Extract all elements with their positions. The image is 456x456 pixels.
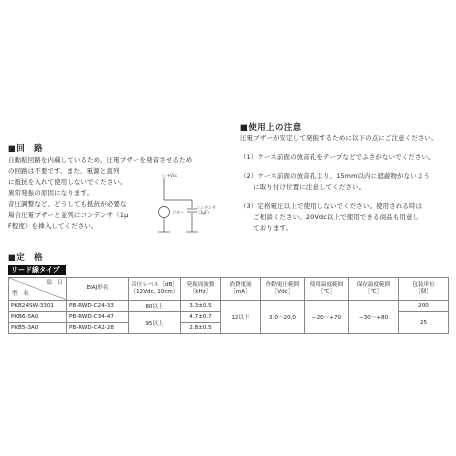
header-pack-label: 包装単位 (412, 281, 435, 288)
buzzer-label: ブザー (172, 210, 184, 215)
header-spl (129, 278, 181, 301)
rating-heading: ■定 格 (8, 252, 44, 262)
header-freq-unit: ［kHz］ (189, 289, 212, 295)
header-spl-label: 音圧レベル［dB］ (131, 281, 178, 288)
header-current-unit: ［mA］ (230, 289, 251, 295)
row-2-freq: 4.7±0.7 (181, 312, 221, 323)
circuit-line-6: 場合圧電ブザーと並列にコンデンサ（1μ (8, 211, 129, 219)
pack-value-top: 200 (399, 301, 449, 312)
row-2-spl: 95以上 (129, 312, 181, 334)
usage-item-3c: ております。 (240, 224, 293, 232)
row-1-spl: 80以上 (129, 301, 181, 312)
vcc-label: ○ +Vcc (162, 173, 178, 178)
sttemp-value: −30〜+80 (349, 301, 399, 334)
circuit-line-1: 自動振回路を内蔵しているため、圧電ブザーを発音させるため (8, 156, 193, 164)
header-freq-label: 発振周波数 (186, 281, 215, 288)
table-header-row (9, 278, 449, 301)
header-voltage-label: 作動電圧範囲 (265, 281, 300, 288)
header-model-label: 型 名 (12, 290, 29, 297)
usage-item-1: （1）ケース前面の放音孔をテープなどでふさがないでください。 (240, 153, 435, 161)
header-current-label: 消費電流 (229, 281, 252, 288)
header-sttemp-label: 保存温度範囲 (356, 281, 391, 288)
header-item-label: 項 目 (46, 280, 63, 286)
optemp-value: −20〜+70 (305, 301, 349, 334)
circuit-heading: ■回 路 (8, 143, 44, 153)
usage-item-3b: ご相談ください。20Vdc以上で使用できる商品も用意し (240, 213, 420, 221)
voltage-value: 3.0〜20.0 (261, 301, 305, 334)
row-1-eiaj: PB-RWD-C24-33 (67, 301, 129, 312)
header-sttemp (349, 278, 399, 301)
header-optemp-label: 使用温度範囲 (309, 281, 344, 288)
circuit-line-7: F程度）を挿入してください。 (8, 222, 98, 230)
spec-table (8, 277, 449, 334)
header-voltage (261, 278, 305, 301)
capacitor-label: コンデンサ（1μF） (196, 205, 216, 215)
usage-heading: ■使用上の注意 (240, 122, 302, 132)
row-1-freq: 3.3±0.5 (181, 301, 221, 312)
header-voltage-unit: ［Vdc］ (271, 289, 294, 295)
circuit-line-2: の回路は不要です。また、電源と直列 (8, 167, 120, 175)
header-optemp-unit: ［℃］ (317, 289, 336, 295)
row-1-model: PKB24SW-3301 (9, 301, 67, 312)
current-value: 12以下 (221, 301, 261, 334)
header-spl-sub: （12Vdc, 10cm） (130, 289, 179, 295)
header-freq (181, 278, 221, 301)
header-current (221, 278, 261, 301)
row-2-eiaj: PB-RWD-C34-47 (67, 312, 129, 323)
table-row (9, 301, 449, 312)
usage-intro: 圧電ブザーが安定して発振するために以下の点にご注意ください。 (240, 134, 438, 142)
header-sttemp-unit: ［℃］ (364, 289, 383, 295)
header-optemp (305, 278, 349, 301)
row-3-eiaj: PB-RWD-C42-28 (67, 323, 129, 334)
row-3-freq: 2.8±0.5 (181, 323, 221, 334)
buzzer-symbol (159, 207, 170, 218)
usage-item-2a: （2）ケース前面の放音孔より、15mm以内に遮蔽物がないよう (240, 172, 431, 180)
row-3-model: PKB5-3A0 (9, 323, 67, 334)
header-eiaj: EIAJ形名 (67, 278, 129, 301)
header-item-model (9, 278, 67, 301)
circuit-line-4: 異常発振の原因になります。 (8, 189, 94, 197)
header-pack-unit: ［個］ (415, 289, 432, 295)
usage-item-2b: に取り付け位置に注意してください。 (240, 183, 366, 191)
row-2-model: PKB6-5A0 (9, 312, 67, 323)
usage-item-3a: （3）定格電圧以上で使用しないでください。使用される時は (240, 202, 423, 210)
circuit-line-3: に抵抗を入れて使用しないでください。 (8, 178, 127, 186)
header-pack (399, 278, 449, 301)
lead-wire-type-badge: リード線タイプ (8, 265, 66, 275)
pack-value-bottom: 25 (399, 312, 449, 334)
circuit-line-5: 音圧調整など、どうしても抵抗が必要な (8, 200, 127, 208)
